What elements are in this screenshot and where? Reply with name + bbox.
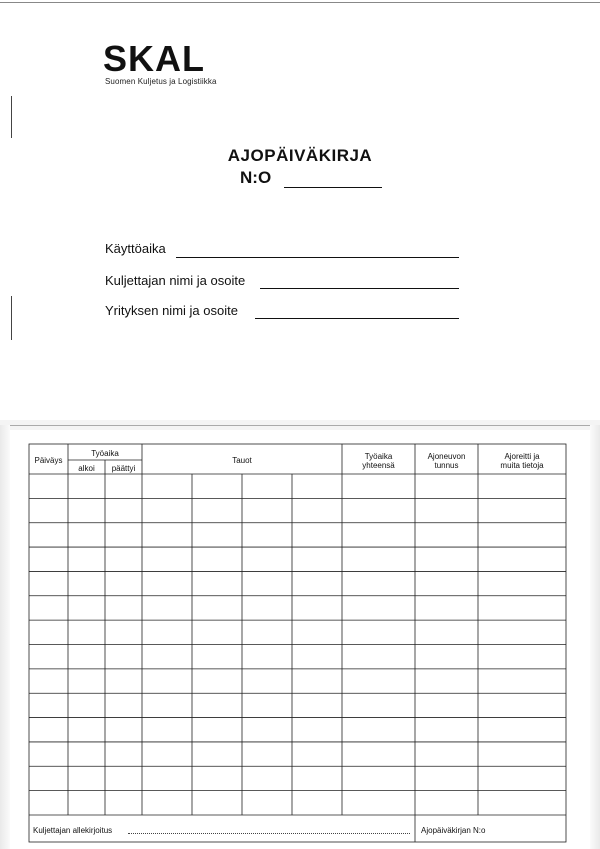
header-route-line1: Ajoreitti ja [504,452,540,461]
company-name-address-label: Yrityksen nimi ja osoite [105,303,238,318]
header-vehicle-line1: Ajoneuvon [427,452,466,461]
log-table-frame [29,444,566,842]
header-work-time: Työaika [91,449,119,458]
header-ended: päättyi [111,464,136,473]
usage-period-label: Käyttöaika [105,241,166,256]
driver-signature-field[interactable] [128,833,410,834]
header-route-info [478,452,566,470]
driver-signature-label: Kuljettajan allekirjoitus [33,826,113,835]
header-vehicle-id [415,452,478,470]
header-started: alkoi [78,464,95,473]
log-number-label: Ajopäiväkirjan N:o [421,826,486,835]
header-date: Päiväys [34,456,63,465]
svg-text:SKAL: SKAL [103,40,205,74]
header-total-work-time [342,452,415,470]
logo-subtitle: Suomen Kuljetus ja Logistiikka [105,77,217,86]
header-route-line2: muita tietoja [500,461,544,470]
document-number-label: N:O [240,168,272,187]
header-breaks: Tauot [232,456,252,465]
driver-name-address-label: Kuljettajan nimi ja osoite [105,273,246,288]
header-total-line2: yhteensä [362,461,395,470]
header-total-line1: Työaika [364,452,393,461]
document-title: AJOPÄIVÄKIRJA [227,146,373,165]
header-vehicle-line2: tunnus [434,461,459,470]
